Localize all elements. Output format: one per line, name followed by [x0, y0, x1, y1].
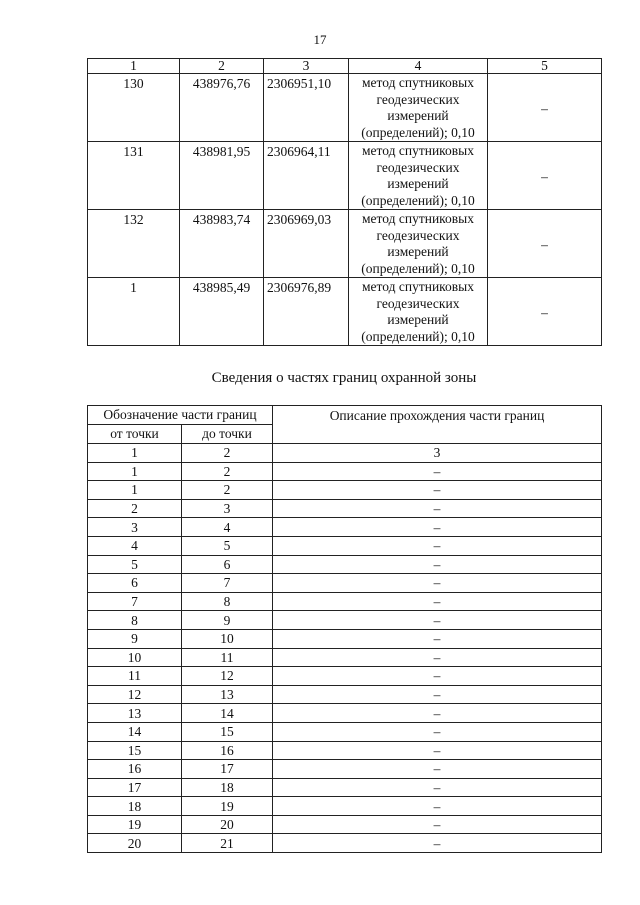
description-cell: – — [273, 797, 602, 816]
column-header: 2 — [180, 59, 264, 74]
table-row — [88, 648, 602, 667]
table-row — [88, 278, 602, 346]
column-header: 4 — [349, 59, 488, 74]
description-cell: – — [273, 518, 602, 537]
method-cell — [349, 210, 488, 278]
method-line: (определений); 0,10 — [361, 192, 475, 208]
table-row — [88, 142, 602, 210]
table-row — [88, 481, 602, 500]
from-point-cell: 18 — [88, 797, 182, 816]
method-cell — [349, 278, 488, 346]
boundary-parts-table — [87, 405, 602, 853]
table-row — [88, 760, 602, 779]
parts-header-row — [88, 406, 602, 425]
description-cell: – — [273, 778, 602, 797]
method-line: геодезических — [376, 227, 460, 243]
to-point-cell: 20 — [182, 815, 273, 834]
from-point-cell: 1 — [88, 481, 182, 500]
method-line: измерений — [387, 312, 449, 327]
to-point-cell: 5 — [182, 536, 273, 555]
x-coordinate-cell: 438981,95 — [180, 142, 264, 210]
table-row — [88, 722, 602, 741]
method-line: метод спутниковых — [362, 75, 474, 90]
method-line: геодезических — [376, 295, 460, 311]
table-row — [88, 499, 602, 518]
from-point-cell: 1 — [88, 462, 182, 481]
from-point-cell: 8 — [88, 611, 182, 630]
from-point-cell: 15 — [88, 741, 182, 760]
table-row — [88, 704, 602, 723]
description-cell: – — [273, 555, 602, 574]
table-row — [88, 629, 602, 648]
description-cell: – — [273, 648, 602, 667]
from-point-cell: 7 — [88, 592, 182, 611]
section-title: Сведения о частях границ охранной зоны — [211, 370, 477, 386]
description-cell: – — [273, 462, 602, 481]
coordinates-header-row — [88, 59, 602, 74]
column-header: 3 — [264, 59, 349, 74]
to-point-cell: 21 — [182, 834, 273, 853]
from-point-cell: 6 — [88, 574, 182, 593]
from-point-cell: 17 — [88, 778, 182, 797]
point-number-cell: 132 — [88, 210, 180, 278]
to-point-cell: 3 — [182, 499, 273, 518]
method-line: (определений); 0,10 — [361, 260, 475, 276]
table-row — [88, 462, 602, 481]
method-line: измерений — [387, 176, 449, 191]
table-row — [88, 685, 602, 704]
to-point-cell: 15 — [182, 722, 273, 741]
table-row — [88, 536, 602, 555]
table-row — [88, 667, 602, 686]
point-number-cell: 1 — [88, 278, 180, 346]
to-point-cell: 10 — [182, 629, 273, 648]
to-point-cell: 11 — [182, 648, 273, 667]
column-header: 1 — [88, 59, 180, 74]
method-line: (определений); 0,10 — [361, 124, 475, 140]
to-point-cell: 4 — [182, 518, 273, 537]
description-cell: – — [273, 574, 602, 593]
from-point-cell: 14 — [88, 722, 182, 741]
method-line: геодезических — [376, 91, 460, 107]
to-point-cell: 2 — [182, 462, 273, 481]
table-row — [88, 518, 602, 537]
note-cell: – — [488, 142, 602, 210]
description-cell: – — [273, 741, 602, 760]
description-cell: – — [273, 760, 602, 779]
from-point-cell: 12 — [88, 685, 182, 704]
from-point-cell: 9 — [88, 629, 182, 648]
table-row — [88, 797, 602, 816]
note-cell: – — [488, 278, 602, 346]
to-point-cell: 9 — [182, 611, 273, 630]
column-number: 3 — [273, 444, 602, 463]
method-line: (определений); 0,10 — [361, 328, 475, 344]
from-point-header: от точки — [88, 425, 182, 444]
from-point-cell: 10 — [88, 648, 182, 667]
method-line: метод спутниковых — [362, 143, 474, 158]
to-point-cell: 17 — [182, 760, 273, 779]
from-point-cell: 3 — [88, 518, 182, 537]
column-number-row — [88, 444, 602, 463]
from-point-cell: 13 — [88, 704, 182, 723]
column-number: 2 — [182, 444, 273, 463]
table-row — [88, 834, 602, 853]
to-point-cell: 18 — [182, 778, 273, 797]
table-row — [88, 741, 602, 760]
description-cell: – — [273, 481, 602, 500]
table-row — [88, 574, 602, 593]
description-cell: – — [273, 834, 602, 853]
from-point-cell: 5 — [88, 555, 182, 574]
table-row — [88, 592, 602, 611]
table-row — [88, 74, 602, 142]
table-row — [88, 210, 602, 278]
point-number-cell: 131 — [88, 142, 180, 210]
to-point-header: до точки — [182, 425, 273, 444]
description-header: Описание прохождения части границ — [273, 406, 602, 444]
description-cell: – — [273, 667, 602, 686]
to-point-cell: 19 — [182, 797, 273, 816]
method-line: метод спутниковых — [362, 211, 474, 226]
method-line: измерений — [387, 108, 449, 123]
method-line: измерений — [387, 244, 449, 259]
y-coordinate-cell: 2306969,03 — [264, 210, 349, 278]
x-coordinate-cell: 438983,74 — [180, 210, 264, 278]
from-point-cell: 4 — [88, 536, 182, 555]
method-cell — [349, 142, 488, 210]
x-coordinate-cell: 438976,76 — [180, 74, 264, 142]
table-row — [88, 815, 602, 834]
from-point-cell: 19 — [88, 815, 182, 834]
description-cell: – — [273, 685, 602, 704]
from-point-cell: 16 — [88, 760, 182, 779]
description-cell: – — [273, 704, 602, 723]
point-number-cell: 130 — [88, 74, 180, 142]
from-point-cell: 11 — [88, 667, 182, 686]
method-cell — [349, 74, 488, 142]
y-coordinate-cell: 2306951,10 — [264, 74, 349, 142]
note-cell: – — [488, 74, 602, 142]
to-point-cell: 12 — [182, 667, 273, 686]
from-point-cell: 20 — [88, 834, 182, 853]
y-coordinate-cell: 2306964,11 — [264, 142, 349, 210]
coordinates-table — [87, 58, 602, 346]
from-point-cell: 2 — [88, 499, 182, 518]
description-cell: – — [273, 629, 602, 648]
method-line: геодезических — [376, 159, 460, 175]
table-row — [88, 555, 602, 574]
designation-header: Обозначение части границ — [88, 406, 273, 425]
to-point-cell: 2 — [182, 481, 273, 500]
column-header: 5 — [488, 59, 602, 74]
y-coordinate-cell: 2306976,89 — [264, 278, 349, 346]
method-line: метод спутниковых — [362, 279, 474, 294]
page-number: 17 — [313, 32, 327, 47]
table-row — [88, 611, 602, 630]
to-point-cell: 6 — [182, 555, 273, 574]
description-cell: – — [273, 592, 602, 611]
to-point-cell: 13 — [182, 685, 273, 704]
description-cell: – — [273, 536, 602, 555]
column-number: 1 — [88, 444, 182, 463]
description-cell: – — [273, 611, 602, 630]
to-point-cell: 16 — [182, 741, 273, 760]
to-point-cell: 14 — [182, 704, 273, 723]
description-cell: – — [273, 499, 602, 518]
description-cell: – — [273, 815, 602, 834]
to-point-cell: 8 — [182, 592, 273, 611]
note-cell: – — [488, 210, 602, 278]
to-point-cell: 7 — [182, 574, 273, 593]
table-row — [88, 778, 602, 797]
description-cell: – — [273, 722, 602, 741]
x-coordinate-cell: 438985,49 — [180, 278, 264, 346]
